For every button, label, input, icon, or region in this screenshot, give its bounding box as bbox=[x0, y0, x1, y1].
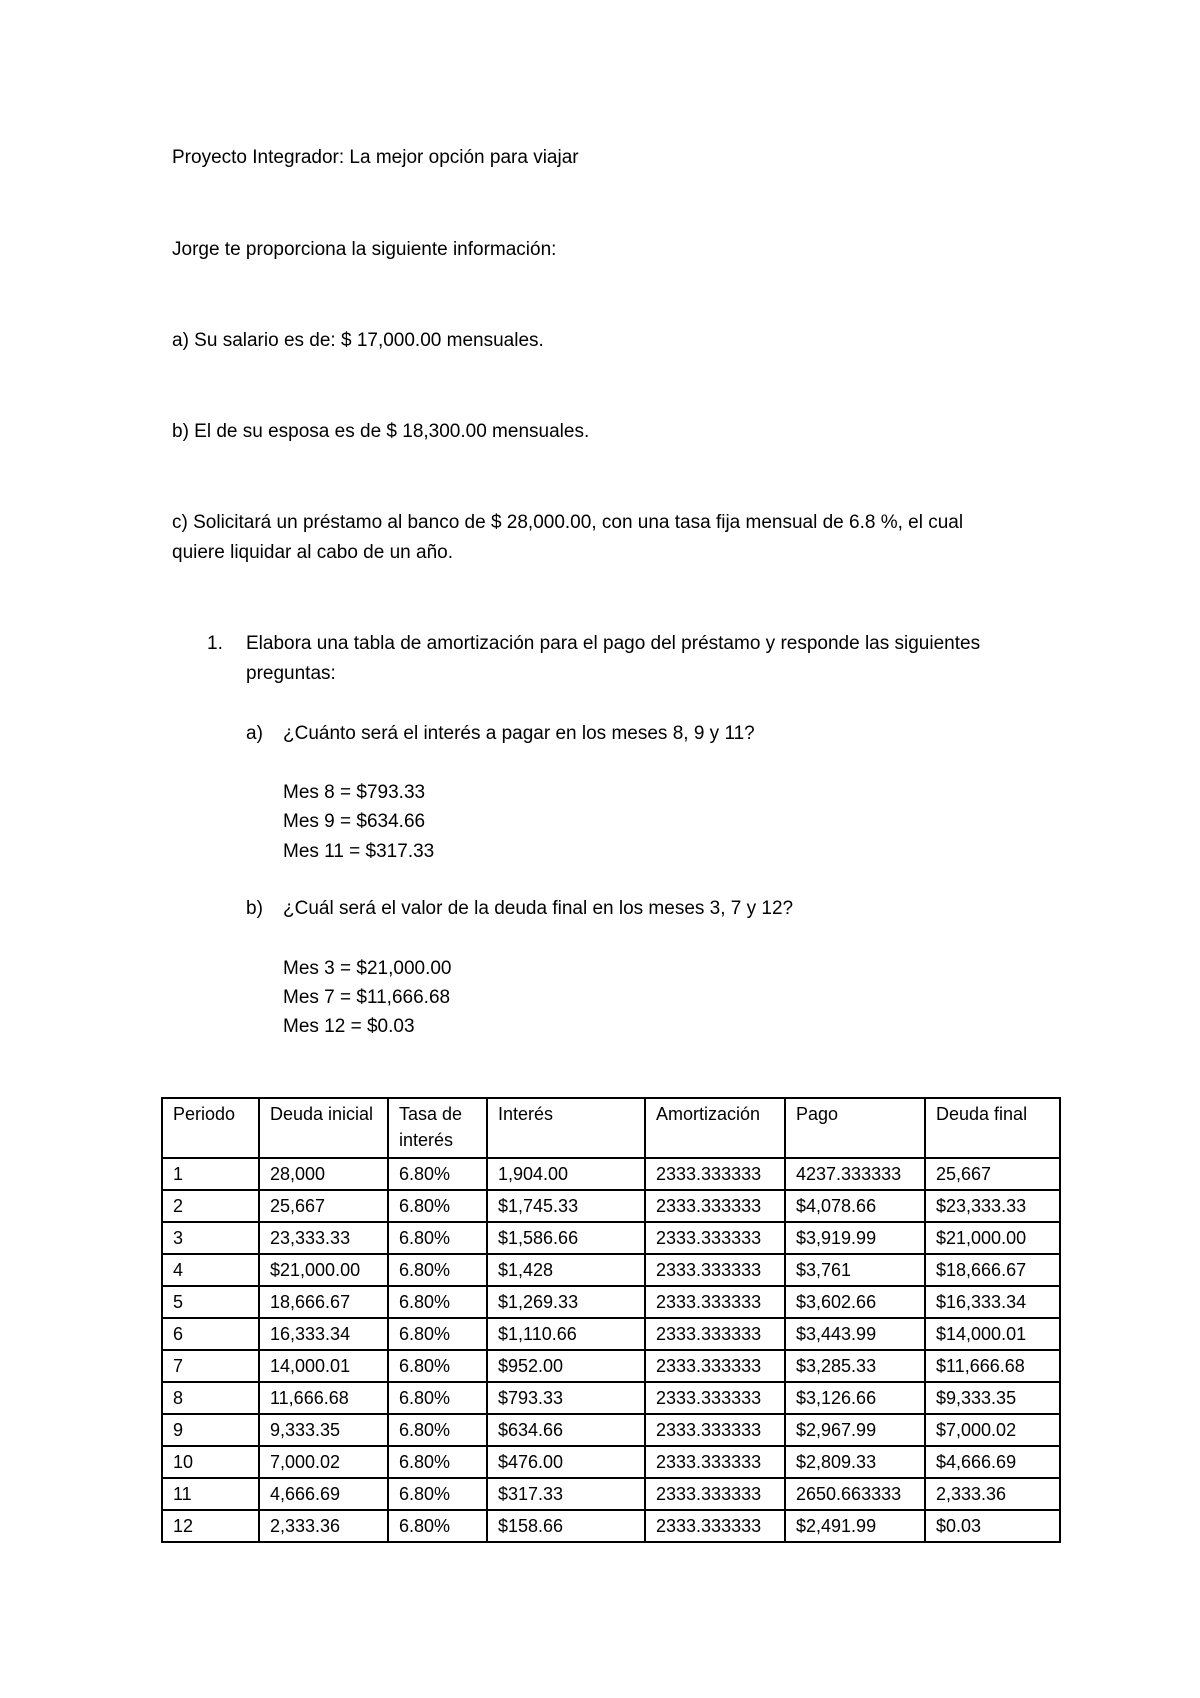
table-cell: $16,333.34 bbox=[925, 1286, 1060, 1318]
page-title: Proyecto Integrador: La mejor opción para viajar bbox=[172, 147, 579, 168]
item-loan-line-2: quiere liquidar al cabo de un año. bbox=[172, 542, 453, 563]
table-cell: $1,745.33 bbox=[487, 1190, 645, 1222]
table-row bbox=[162, 1446, 1060, 1478]
table-cell: 1 bbox=[162, 1158, 259, 1190]
table-cell: 6.80% bbox=[388, 1414, 487, 1446]
table-cell: 2333.333333 bbox=[645, 1478, 785, 1510]
sub-question-b-answer: Mes 7 = $11,666.68 bbox=[283, 987, 451, 1008]
table-cell: $3,919.99 bbox=[785, 1222, 925, 1254]
sub-question-a-answer: Mes 8 = $793.33 bbox=[283, 782, 426, 803]
column-header: Interés bbox=[487, 1098, 645, 1158]
table-cell: $3,126.66 bbox=[785, 1382, 925, 1414]
table-cell: 16,333.34 bbox=[259, 1318, 388, 1350]
table-header-row bbox=[162, 1098, 1060, 1158]
table-cell: 6.80% bbox=[388, 1222, 487, 1254]
question-1-text-line-1: Elabora una tabla de amortización para el pago del préstamo y responde las siguientes bbox=[246, 633, 981, 654]
table-cell: $793.33 bbox=[487, 1382, 645, 1414]
table-cell: 2333.333333 bbox=[645, 1318, 785, 1350]
table-row bbox=[162, 1254, 1060, 1286]
table-row bbox=[162, 1478, 1060, 1510]
table-cell: 2333.333333 bbox=[645, 1510, 785, 1542]
sub-question-a-text: ¿Cuánto será el interés a pagar en los meses 8, 9 y 11? bbox=[283, 723, 755, 744]
table-cell: 6.80% bbox=[388, 1286, 487, 1318]
table-cell: $14,000.01 bbox=[925, 1318, 1060, 1350]
table-cell: 9 bbox=[162, 1414, 259, 1446]
table-cell: 6.80% bbox=[388, 1158, 487, 1190]
table-cell: $1,428 bbox=[487, 1254, 645, 1286]
table-cell: 6.80% bbox=[388, 1510, 487, 1542]
table-cell: 7,000.02 bbox=[259, 1446, 388, 1478]
table-cell: 4 bbox=[162, 1254, 259, 1286]
sub-question-b-letter: b) bbox=[246, 898, 263, 919]
table-cell: 2333.333333 bbox=[645, 1254, 785, 1286]
table-cell: $3,602.66 bbox=[785, 1286, 925, 1318]
table-cell: $11,666.68 bbox=[925, 1350, 1060, 1382]
amortization-table bbox=[161, 1097, 1061, 1543]
table-cell: 1,904.00 bbox=[487, 1158, 645, 1190]
table-cell: 25,667 bbox=[259, 1190, 388, 1222]
table-cell: $1,269.33 bbox=[487, 1286, 645, 1318]
table-cell: 2333.333333 bbox=[645, 1414, 785, 1446]
table-row bbox=[162, 1158, 1060, 1190]
table-cell: 10 bbox=[162, 1446, 259, 1478]
sub-question-b-text: ¿Cuál será el valor de la deuda final en los meses 3, 7 y 12? bbox=[283, 898, 794, 919]
table-cell: $1,110.66 bbox=[487, 1318, 645, 1350]
table-cell: $2,809.33 bbox=[785, 1446, 925, 1478]
table-row bbox=[162, 1222, 1060, 1254]
table-row bbox=[162, 1318, 1060, 1350]
table-cell: 5 bbox=[162, 1286, 259, 1318]
table-cell: $3,761 bbox=[785, 1254, 925, 1286]
question-1-text-line-2: preguntas: bbox=[246, 663, 336, 684]
table-cell: $4,666.69 bbox=[925, 1446, 1060, 1478]
table-cell: 2333.333333 bbox=[645, 1382, 785, 1414]
table-cell: $2,967.99 bbox=[785, 1414, 925, 1446]
table-cell: $21,000.00 bbox=[925, 1222, 1060, 1254]
sub-question-a-letter: a) bbox=[246, 723, 263, 744]
column-header: Periodo bbox=[162, 1098, 259, 1158]
table-cell: 6.80% bbox=[388, 1350, 487, 1382]
table-cell: $317.33 bbox=[487, 1478, 645, 1510]
item-spouse-salary: b) El de su esposa es de $ 18,300.00 mensuales. bbox=[172, 421, 590, 442]
table-cell: 2,333.36 bbox=[925, 1478, 1060, 1510]
intro-text: Jorge te proporciona la siguiente información: bbox=[172, 239, 557, 260]
table-body bbox=[162, 1158, 1060, 1542]
table-cell: $3,285.33 bbox=[785, 1350, 925, 1382]
table-cell: $952.00 bbox=[487, 1350, 645, 1382]
sub-question-a-answer: Mes 11 = $317.33 bbox=[283, 841, 435, 862]
table-cell: 2333.333333 bbox=[645, 1350, 785, 1382]
table-cell: 6.80% bbox=[388, 1254, 487, 1286]
question-1-number: 1. bbox=[207, 633, 223, 654]
table-cell: 23,333.33 bbox=[259, 1222, 388, 1254]
table-cell: 6.80% bbox=[388, 1318, 487, 1350]
table-cell: $476.00 bbox=[487, 1446, 645, 1478]
table-row bbox=[162, 1414, 1060, 1446]
table-cell: 7 bbox=[162, 1350, 259, 1382]
table-cell: $2,491.99 bbox=[785, 1510, 925, 1542]
table-cell: 9,333.35 bbox=[259, 1414, 388, 1446]
column-header: Pago bbox=[785, 1098, 925, 1158]
table-row bbox=[162, 1190, 1060, 1222]
table-cell: $0.03 bbox=[925, 1510, 1060, 1542]
table-row bbox=[162, 1510, 1060, 1542]
sub-question-b-answer: Mes 3 = $21,000.00 bbox=[283, 958, 452, 979]
table-cell: $9,333.35 bbox=[925, 1382, 1060, 1414]
table-cell: 11,666.68 bbox=[259, 1382, 388, 1414]
sub-question-a-answer: Mes 9 = $634.66 bbox=[283, 811, 426, 832]
table-cell: $1,586.66 bbox=[487, 1222, 645, 1254]
table-cell: 4,666.69 bbox=[259, 1478, 388, 1510]
table-cell: 2650.663333 bbox=[785, 1478, 925, 1510]
sub-question-b-answer: Mes 12 = $0.03 bbox=[283, 1016, 415, 1037]
table-cell: 14,000.01 bbox=[259, 1350, 388, 1382]
item-salary: a) Su salario es de: $ 17,000.00 mensuales. bbox=[172, 330, 544, 351]
table-cell: 6.80% bbox=[388, 1446, 487, 1478]
table-cell: 6.80% bbox=[388, 1382, 487, 1414]
table-cell: $634.66 bbox=[487, 1414, 645, 1446]
table-cell: 18,666.67 bbox=[259, 1286, 388, 1318]
item-loan-line-1: c) Solicitará un préstamo al banco de $ 28,000.00, con una tasa fija mensual de 6.8 %, el cual bbox=[172, 512, 964, 533]
table-cell: 2333.333333 bbox=[645, 1446, 785, 1478]
table-cell: 4237.333333 bbox=[785, 1158, 925, 1190]
table-cell: 2333.333333 bbox=[645, 1286, 785, 1318]
table-cell: $18,666.67 bbox=[925, 1254, 1060, 1286]
table-row bbox=[162, 1382, 1060, 1414]
table-cell: 6.80% bbox=[388, 1478, 487, 1510]
table-cell: 2 bbox=[162, 1190, 259, 1222]
table-cell: 3 bbox=[162, 1222, 259, 1254]
table-cell: $21,000.00 bbox=[259, 1254, 388, 1286]
column-header: Amortización bbox=[645, 1098, 785, 1158]
table-row bbox=[162, 1350, 1060, 1382]
table-cell: 6 bbox=[162, 1318, 259, 1350]
column-header: Deuda final bbox=[925, 1098, 1060, 1158]
table-cell: $7,000.02 bbox=[925, 1414, 1060, 1446]
table-cell: 8 bbox=[162, 1382, 259, 1414]
table-cell: 28,000 bbox=[259, 1158, 388, 1190]
table-cell: 2333.333333 bbox=[645, 1158, 785, 1190]
table-cell: $23,333.33 bbox=[925, 1190, 1060, 1222]
table-cell: 2,333.36 bbox=[259, 1510, 388, 1542]
column-header: Tasa de interés bbox=[388, 1098, 487, 1158]
table-cell: 6.80% bbox=[388, 1190, 487, 1222]
table-row bbox=[162, 1286, 1060, 1318]
column-header: Deuda inicial bbox=[259, 1098, 388, 1158]
table-cell: $3,443.99 bbox=[785, 1318, 925, 1350]
table-cell: $4,078.66 bbox=[785, 1190, 925, 1222]
table-cell: 2333.333333 bbox=[645, 1222, 785, 1254]
table-cell: 2333.333333 bbox=[645, 1190, 785, 1222]
table-cell: 11 bbox=[162, 1478, 259, 1510]
table-cell: 12 bbox=[162, 1510, 259, 1542]
table-cell: 25,667 bbox=[925, 1158, 1060, 1190]
table-cell: $158.66 bbox=[487, 1510, 645, 1542]
